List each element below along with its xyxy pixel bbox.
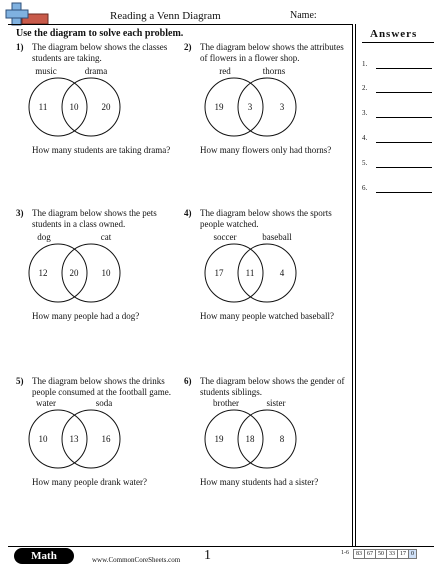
problem-text: The diagram below shows the gender of students siblings.: [200, 376, 345, 397]
problem-question: How many people watched baseball?: [200, 311, 334, 321]
venn-left-value: 12: [38, 268, 48, 278]
problem-number: 1): [16, 42, 24, 52]
venn-left-label: brother: [213, 398, 239, 408]
problem-question: How many students had a sister?: [200, 477, 319, 487]
answer-line: [376, 92, 432, 93]
problem-question: How many students are taking drama?: [32, 145, 171, 155]
venn-middle-value: 10: [69, 102, 79, 112]
problem-question: How many people had a dog?: [32, 311, 140, 321]
venn-left-value: 19: [214, 102, 224, 112]
problem-text: The diagram below shows the sports people watched.: [200, 208, 332, 229]
header-divider: [8, 24, 352, 25]
answer-field[interactable]: [362, 184, 434, 196]
venn-right-label: sister: [266, 398, 286, 408]
answer-line: [376, 192, 432, 193]
problem-number: 6): [184, 376, 192, 386]
venn-middle-value: 11: [245, 268, 255, 278]
venn-left-label: music: [35, 66, 57, 76]
answer-number: 6.: [362, 184, 368, 192]
plus-logo-icon: [4, 2, 50, 26]
venn-right-label: drama: [84, 66, 108, 76]
venn-right-value: 3: [279, 102, 285, 112]
page-title: Reading a Venn Diagram: [110, 10, 221, 22]
problem-text: The diagram below shows the classes students are taking.: [32, 42, 168, 63]
instructions: Use the diagram to solve each problem.: [16, 28, 184, 39]
venn-right-label: soda: [95, 398, 113, 408]
answer-number: 4.: [362, 134, 368, 142]
venn-diagram-6: [192, 398, 322, 478]
name-label: Name:: [290, 10, 317, 21]
venn-middle-value: 20: [69, 268, 79, 278]
venn-right-label: cat: [100, 232, 112, 242]
venn-diagram-3: [16, 232, 146, 312]
answer-number: 2.: [362, 84, 368, 92]
venn-left-value: 17: [214, 268, 224, 278]
answers-heading: Answers: [370, 28, 418, 40]
venn-left-label: red: [219, 66, 231, 76]
answer-field[interactable]: [362, 109, 434, 121]
answer-line: [376, 68, 432, 69]
problem-number: 2): [184, 42, 192, 52]
venn-right-value: 20: [101, 102, 111, 112]
venn-left-value: 19: [214, 434, 224, 444]
answer-number: 1.: [362, 60, 368, 68]
answer-field[interactable]: [362, 134, 434, 146]
venn-middle-value: 3: [247, 102, 253, 112]
problem-number: 4): [184, 208, 192, 218]
score-cell: 0: [408, 549, 417, 559]
answer-number: 3.: [362, 109, 368, 117]
answer-field[interactable]: [362, 84, 434, 96]
venn-right-value: 8: [279, 434, 285, 444]
answers-heading-underline: [362, 42, 434, 43]
venn-left-label: water: [36, 398, 56, 408]
venn-left-value: 10: [38, 434, 48, 444]
footer-divider: [8, 546, 434, 547]
venn-right-value: 16: [101, 434, 111, 444]
problem-question: How many flowers only had thorns?: [200, 145, 332, 155]
venn-left-value: 11: [38, 102, 48, 112]
venn-diagram-4: [192, 232, 322, 312]
problem-text: The diagram below shows the drinks people consumed at the football game.: [32, 376, 171, 397]
answer-number: 5.: [362, 159, 368, 167]
answer-line: [376, 142, 432, 143]
score-cell: 17: [397, 549, 409, 559]
answer-line: [376, 167, 432, 168]
answer-field[interactable]: [362, 159, 434, 171]
venn-diagram-2: [192, 66, 322, 146]
score-cell: 83: [353, 549, 365, 559]
venn-right-label: thorns: [262, 66, 286, 76]
problem-question: How many people drank water?: [32, 477, 147, 487]
score-range: 1-6: [341, 550, 349, 556]
answer-column-divider: [352, 24, 353, 546]
venn-middle-value: 13: [69, 434, 79, 444]
problem-number: 3): [16, 208, 24, 218]
venn-diagram-1: [16, 66, 146, 146]
score-table: [340, 549, 417, 559]
venn-right-circle: [238, 78, 296, 136]
score-cell: 67: [364, 549, 376, 559]
answer-column-divider: [355, 24, 356, 546]
answer-field[interactable]: [362, 60, 434, 72]
page-number: 1: [204, 548, 211, 563]
venn-right-label: baseball: [262, 232, 292, 242]
problem-text: The diagram below shows the attributes of flowers in a flower shop.: [200, 42, 344, 63]
venn-middle-value: 18: [245, 434, 255, 444]
venn-left-label: soccer: [213, 232, 237, 242]
answer-line: [376, 117, 432, 118]
score-cell: 50: [375, 549, 387, 559]
math-badge: Math: [14, 548, 74, 564]
venn-diagram-5: [16, 398, 146, 478]
problem-number: 5): [16, 376, 24, 386]
score-cell: 33: [386, 549, 398, 559]
site-url: www.CommonCoreSheets.com: [92, 556, 181, 564]
venn-left-label: dog: [37, 232, 51, 242]
venn-right-value: 10: [101, 268, 111, 278]
problem-text: The diagram below shows the pets students in a class owned.: [32, 208, 157, 229]
venn-right-value: 4: [279, 268, 285, 278]
